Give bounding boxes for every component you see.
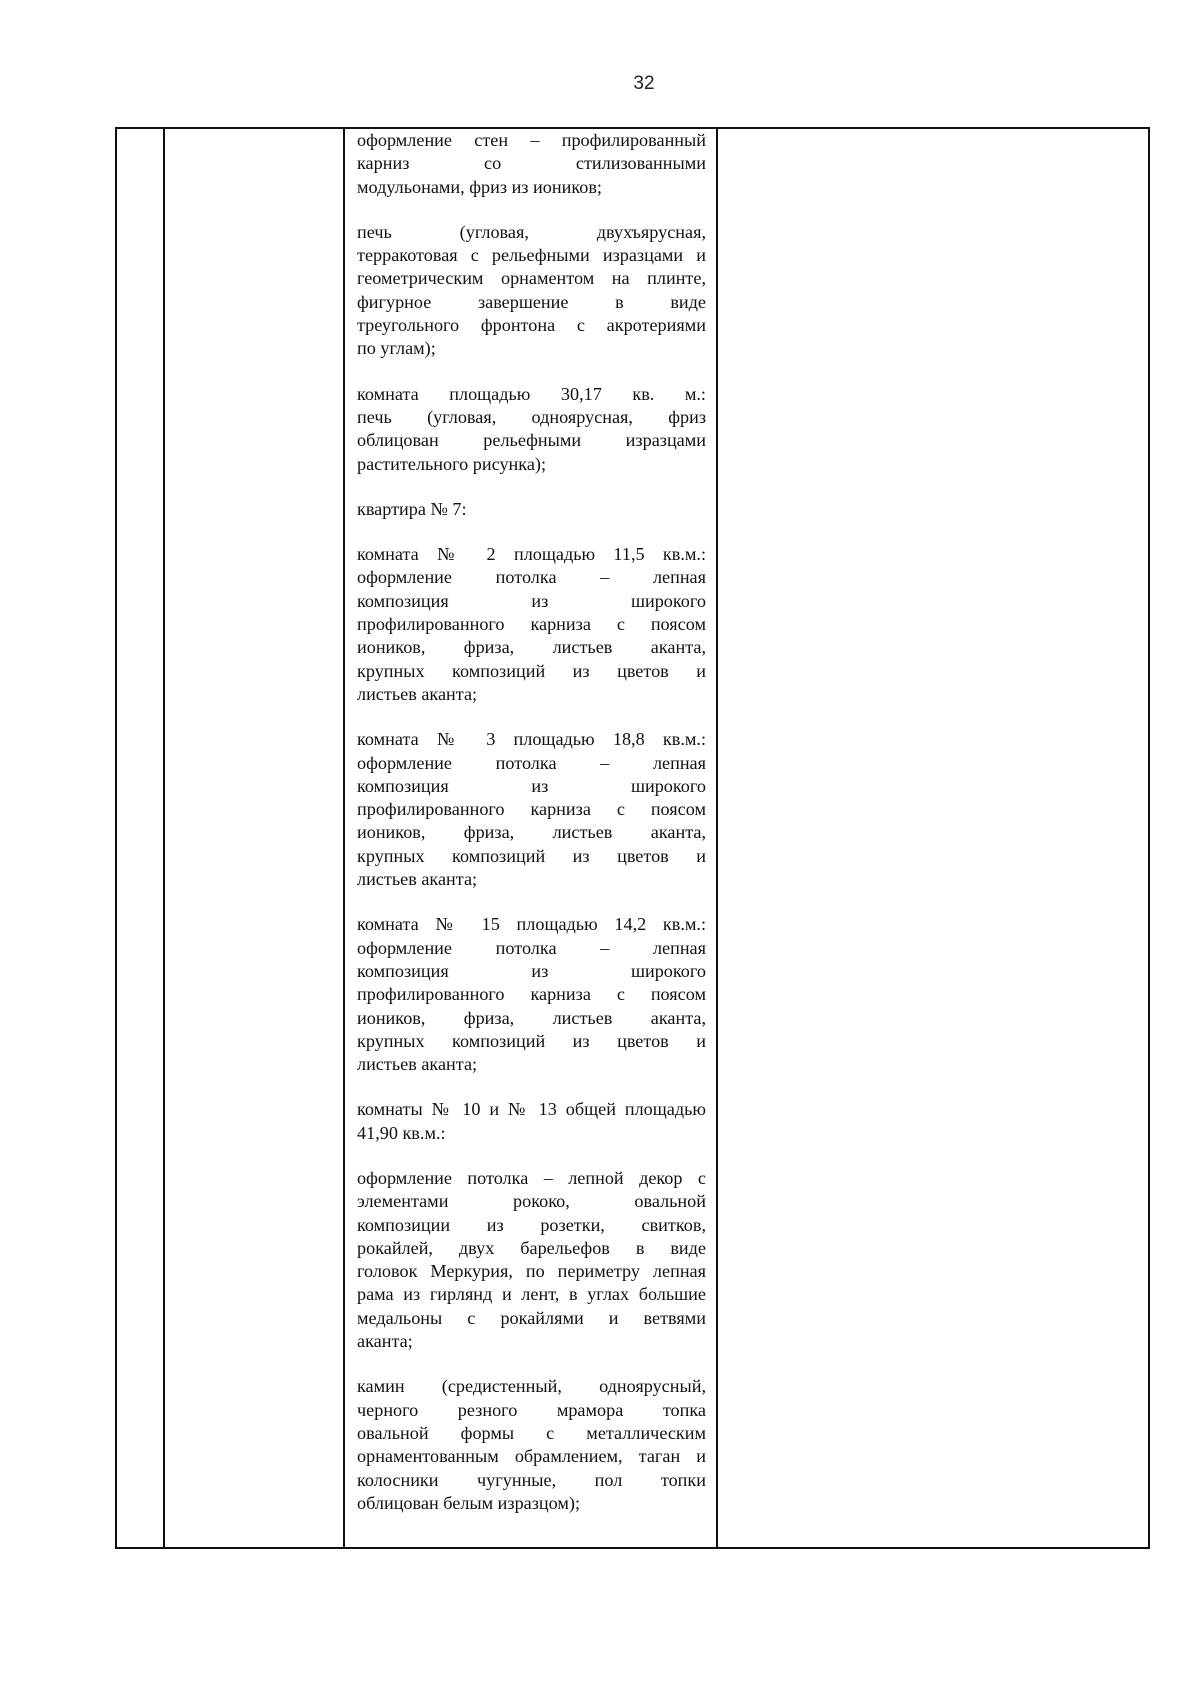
paragraph-line: черного резного мрамора топка [357,1399,706,1420]
paragraph-line: иоников, фриза, листьев аканта, [357,1007,706,1028]
paragraph-line: квартира № 7: [357,498,467,519]
paragraph-line: фигурное завершение в виде [357,291,706,312]
paragraph-line: элементами рококо, овальной [357,1191,706,1212]
paragraph-line: оформление стен – профилированный [357,130,706,150]
paragraph-line: оформление потолка – лепной декор с [357,1167,706,1188]
paragraph-line: крупных композиций из цветов и [357,1030,706,1051]
description-paragraphs [357,129,706,1515]
paragraph-line: листьев аканта; [357,683,478,704]
description-paragraph [357,498,706,521]
paragraph-line: рокайлей, двух барельефов в виде [357,1237,706,1258]
paragraph-line: профилированного карниза с поясом [357,984,706,1005]
document-table [115,127,1150,1549]
paragraph-line: комната № 2 площадью 11,5 кв.м.: [357,544,706,565]
paragraph-line: комната № 15 площадью 14,2 кв.м.: [357,914,706,935]
page-number: 32 [633,73,655,94]
paragraph-line: профилированного карниза с поясом [357,614,706,635]
paragraph-line: медальоны с рокайлями и ветвями [357,1307,706,1328]
paragraph-line: иоников, фриза, листьев аканта, [357,637,706,658]
table-cell-description [344,128,717,1548]
paragraph-line: геометрическим орнаментом на плинте, [357,268,706,289]
paragraph-line: крупных композиций из цветов и [357,845,706,866]
paragraph-line: печь (угловая, двухъярусная, [357,221,706,242]
paragraph-line: комнаты № 10 и № 13 общей площадью [357,1099,706,1120]
description-paragraph [357,1098,706,1145]
paragraph-line: профилированного карниза с поясом [357,799,706,820]
paragraph-line: овальной формы с металлическим [357,1422,706,1443]
paragraph-line: 41,90 кв.м.: [357,1122,446,1143]
paragraph-line: орнаментованным обрамлением, таган и [357,1446,706,1467]
paragraph-line: оформление потолка – лепная [357,567,706,588]
paragraph-line: по углам); [357,338,436,359]
paragraph-line: крупных композиций из цветов и [357,660,706,681]
paragraph-line: терракотовая с рельефными изразцами и [357,245,706,266]
paragraph-line: модульонами, фриз из иоников; [357,176,602,197]
paragraph-line: треугольного фронтона с акротериями [357,315,706,336]
table-cell-number [116,128,164,1548]
table-cell-notes [717,128,1149,1548]
paragraph-line: композиции из розетки, свитков, [357,1214,706,1235]
description-paragraph [357,1375,706,1515]
description-paragraph [357,1167,706,1353]
table-row [116,128,1149,1548]
paragraph-line: оформление потолка – лепная [357,752,706,773]
paragraph-line: оформление потолка – лепная [357,937,706,958]
paragraph-line: комната № 3 площадью 18,8 кв.м.: [357,729,706,750]
paragraph-line: композиция из широкого [357,590,706,611]
paragraph-line: листьев аканта; [357,1054,478,1075]
paragraph-line: облицован белым изразцом); [357,1492,581,1513]
table-cell-object [164,128,344,1548]
paragraph-line: композиция из широкого [357,775,706,796]
paragraph-line: облицован рельефными изразцами [357,430,706,451]
description-paragraph [357,383,706,476]
paragraph-line: рама из гирлянд и лент, в углах большие [357,1284,706,1305]
description-paragraph [357,543,706,706]
paragraph-line: колосники чугунные, пол топки [357,1469,706,1490]
paragraph-line: листьев аканта; [357,869,478,890]
description-paragraph [357,221,706,361]
paragraph-line: печь (угловая, одноярусная, фриз [357,406,706,427]
description-paragraph [357,913,706,1076]
paragraph-line: головок Меркурия, по периметру лепная [357,1261,706,1282]
paragraph-line: иоников, фриза, листьев аканта, [357,822,706,843]
paragraph-line: растительного рисунка); [357,453,547,474]
paragraph-line: комната площадью 30,17 кв. м.: [357,383,706,404]
paragraph-line: композиция из широкого [357,960,706,981]
paragraph-line: аканта; [357,1331,413,1352]
paragraph-line: камин (средистенный, одноярусный, [357,1376,706,1397]
description-paragraph [357,129,706,199]
description-paragraph [357,728,706,891]
paragraph-line: карниз со стилизованными [357,153,706,174]
